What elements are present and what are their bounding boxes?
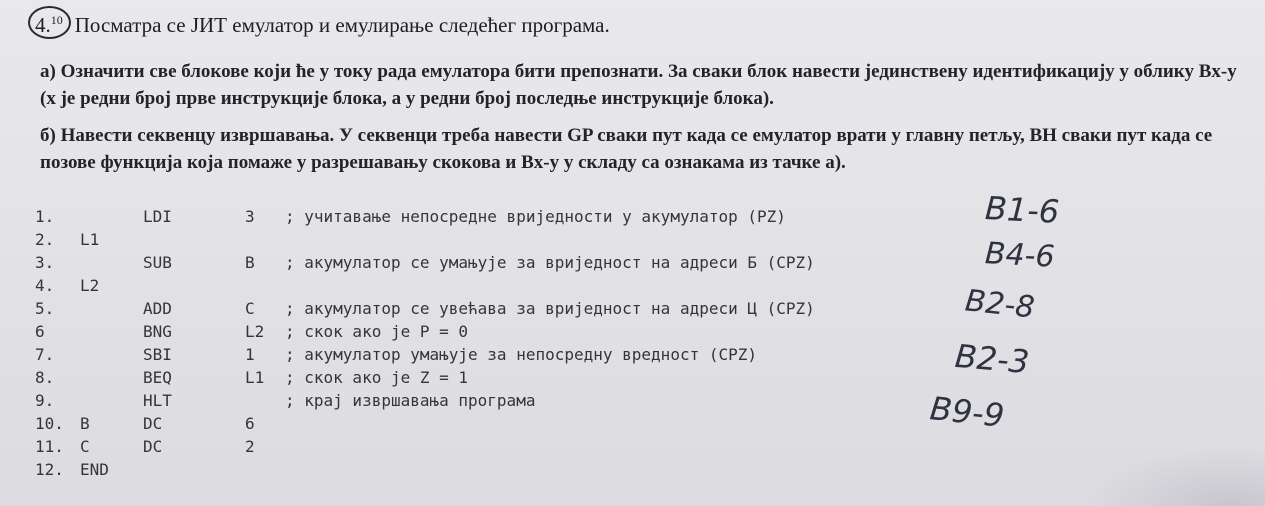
line-opcode: LDI <box>143 207 172 226</box>
line-number: 1. <box>35 207 55 226</box>
line-argument: L1 <box>245 368 265 387</box>
line-opcode: HLT <box>143 391 172 410</box>
line-opcode: SUB <box>143 253 172 272</box>
line-label: L1 <box>80 230 100 249</box>
line-comment: ; акумулатор се увећава за вриједност на адреси Ц (CPZ) <box>285 299 815 318</box>
handwritten-block-id: B1-6 <box>984 189 1061 231</box>
line-opcode: SBI <box>143 345 172 364</box>
paragraph-a: а) Означити све блокове који ће у току рада емулатора бити препознати. За сваки блок навести јединствену идентификацију у облику Bx-y (x је редни број прве инструкције блока, а у редни број последње инструкције блока). <box>40 61 1237 109</box>
line-argument: 3 <box>245 207 255 226</box>
task-points: 10 <box>50 13 63 27</box>
line-comment: ; акумулатор се умањује за вриједност на адреси Б (CPZ) <box>285 253 815 272</box>
line-number: 5. <box>35 299 55 318</box>
line-number: 3. <box>35 253 55 272</box>
task-number: 4. <box>35 13 51 37</box>
line-number: 11. <box>35 437 64 456</box>
handwritten-block-id: B9-9 <box>928 389 1007 435</box>
line-opcode: DC <box>143 414 163 433</box>
line-number: 4. <box>35 276 55 295</box>
line-comment: ; скок ако је P = 0 <box>285 322 469 341</box>
line-number: 12. <box>35 460 64 479</box>
handwritten-block-id: B2-3 <box>953 336 1031 382</box>
line-number: 6 <box>35 322 45 341</box>
line-number: 8. <box>35 368 55 387</box>
line-number: 10. <box>35 414 64 433</box>
line-opcode: BNG <box>143 322 172 341</box>
line-label: L2 <box>80 276 100 295</box>
line-comment: ; скок ако је Z = 1 <box>285 368 469 387</box>
line-comment: ; учитавање непосредне вриједности у акумулатор (PZ) <box>285 207 786 226</box>
line-argument: L2 <box>245 322 265 341</box>
line-argument: 1 <box>245 345 255 364</box>
line-number: 9. <box>35 391 55 410</box>
line-comment: ; акумулатор умањује за непосредну вредност (CPZ) <box>285 345 758 364</box>
line-label: END <box>80 460 109 479</box>
line-label: C <box>80 437 90 456</box>
handwritten-block-id: B4-6 <box>984 236 1056 275</box>
task-title: Посматра се ЈИТ емулатор и емулирање следећег програма. <box>74 13 610 37</box>
line-argument: 2 <box>245 437 255 456</box>
line-opcode: DC <box>143 437 163 456</box>
line-comment: ; крај извршавања програма <box>285 391 536 410</box>
line-argument: B <box>245 253 255 272</box>
paragraph-b: б) Навести секвенцу извршавања. У секвенци треба навести GP сваки пут када се емулатор врати у главну петљу, BH сваки пут када се позове функција која помаже у разрешавању скокова и Bx-y у складу са ознакама из тачке а). <box>40 125 1213 173</box>
task-header <box>28 6 610 39</box>
line-number: 7. <box>35 345 55 364</box>
line-label: B <box>80 414 90 433</box>
line-argument: C <box>245 299 255 318</box>
line-argument: 6 <box>245 414 255 433</box>
line-opcode: ADD <box>143 299 172 318</box>
paper-shadow <box>1085 446 1265 506</box>
line-number: 2. <box>35 230 55 249</box>
task-number-badge <box>28 6 71 39</box>
line-opcode: BEQ <box>143 368 172 387</box>
handwritten-block-id: B2-8 <box>963 283 1037 326</box>
